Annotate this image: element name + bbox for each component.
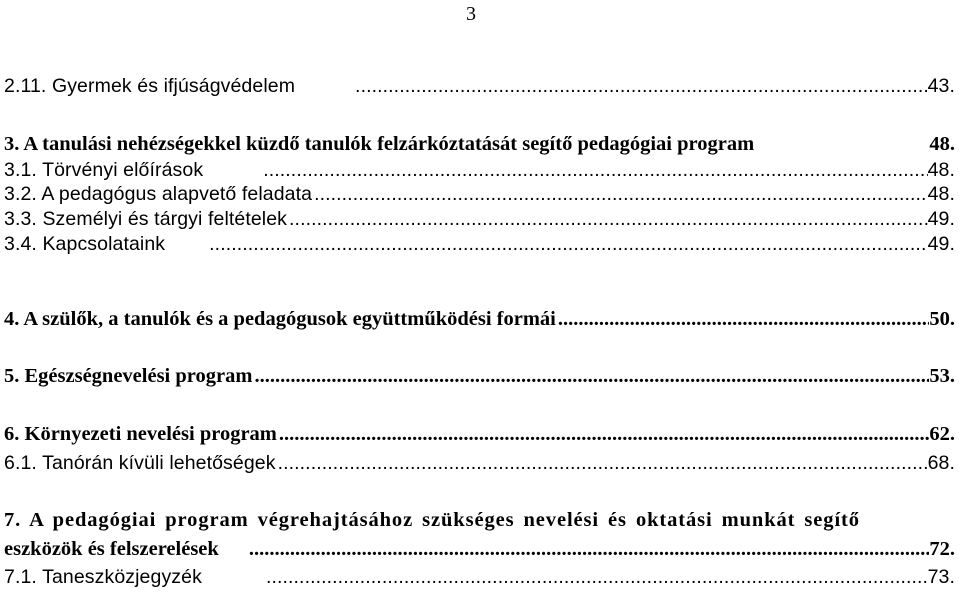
toc-page-number: 62. <box>929 423 955 445</box>
toc-leader <box>287 207 928 231</box>
toc-page-number: 43. <box>927 75 955 97</box>
toc-title: 7.1. Taneszközjegyzék <box>4 566 202 588</box>
toc-page-number: 49. <box>927 233 955 255</box>
toc-entry-3-4[interactable] <box>4 232 955 256</box>
toc-entry-7[interactable] <box>4 508 955 532</box>
toc-leader <box>219 537 930 561</box>
toc-leader <box>202 565 928 589</box>
toc-leader <box>203 158 927 182</box>
toc-entry-3-1[interactable] <box>4 158 955 182</box>
toc-leader <box>252 364 929 388</box>
toc-leader <box>165 232 927 256</box>
toc-page-number: 72. <box>929 538 955 560</box>
toc-entry-6-1[interactable] <box>4 451 955 475</box>
toc-title: 3.2. A pedagógus alapvető feladata <box>4 183 313 205</box>
toc-entry-3[interactable] <box>4 132 955 156</box>
toc-page-number: 48. <box>927 183 955 205</box>
toc-title: 3.3. Személyi és tárgyi feltételek <box>4 208 288 230</box>
toc-title-line2: eszközök és felszerelések <box>4 538 219 560</box>
toc-title: 3.1. Törvényi előírások <box>4 159 204 181</box>
toc-title: 4. A szülők, a tanulók és a pedagógusok együttműködési formái <box>4 308 556 330</box>
toc-title: 2.11. Gyermek és ifjúságvédelem <box>4 75 296 97</box>
toc-title: 6.1. Tanórán kívüli lehetőségek <box>4 452 276 474</box>
toc-entry-5[interactable] <box>4 364 955 388</box>
toc-title: 3. A tanulási nehézségekkel küzdő tanulók felzárkóztatását segítő pedagógiai program <box>4 133 755 155</box>
toc-page-number: 73. <box>927 566 955 588</box>
toc-leader <box>556 307 929 331</box>
toc-page-number: 68. <box>927 452 955 474</box>
toc-leader <box>295 74 928 98</box>
toc-page-number: 50. <box>929 308 955 330</box>
toc-leader <box>312 182 928 206</box>
toc-leader <box>276 451 928 475</box>
toc-entry-6[interactable] <box>4 422 955 446</box>
toc-page-number: 53. <box>929 365 955 387</box>
toc-page-number: 49. <box>927 208 955 230</box>
toc-entry-3-2[interactable] <box>4 182 955 206</box>
toc-entry-4[interactable] <box>4 307 955 331</box>
toc-page-number: 48. <box>929 133 955 155</box>
toc-title: 3.4. Kapcsolataink <box>4 233 166 255</box>
toc-entry-7-1[interactable] <box>4 565 955 589</box>
toc-title-line1: 7. A pedagógiai program végrehajtásához szükséges nevelési és oktatási munkát segítő <box>4 509 860 531</box>
toc-page-number: 48. <box>927 159 955 181</box>
toc-entry-7-cont[interactable] <box>4 537 955 561</box>
toc-title: 5. Egészségnevelési program <box>4 365 253 387</box>
toc-entry-2-11[interactable] <box>4 74 955 98</box>
toc-entry-3-3[interactable] <box>4 207 955 231</box>
toc-title: 6. Környezeti nevelési program <box>4 423 277 445</box>
toc-leader <box>277 422 929 446</box>
page-number: 3 <box>466 3 476 25</box>
